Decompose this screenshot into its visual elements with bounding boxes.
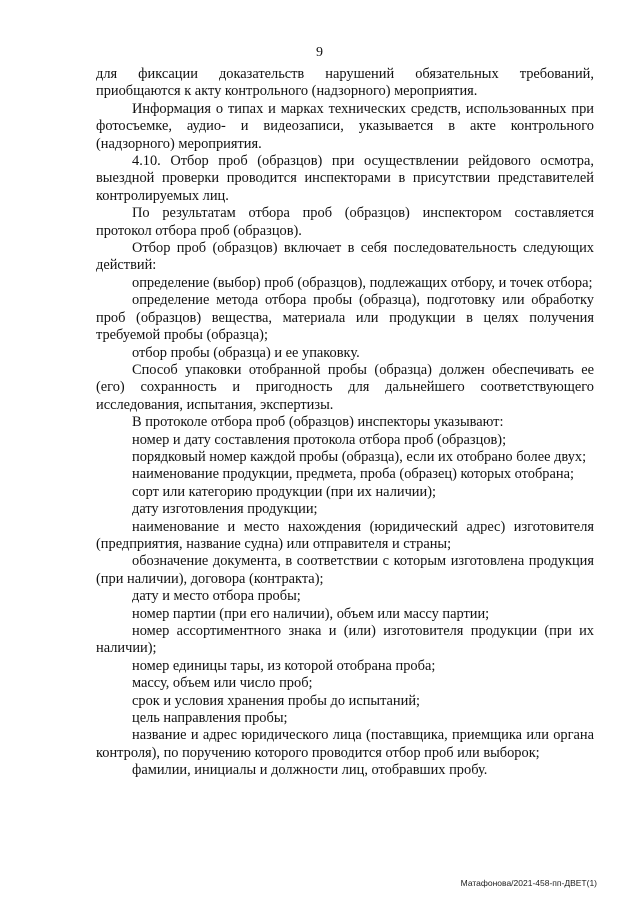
list-item: наименование продукции, предмета, проба (образец) которых отобрана;: [132, 466, 574, 483]
list-item: определение метода отбора пробы (образца), подготовку или обработку проб (образцов) вещества, материала или продукции в целях получения требуемой пробы (образца);: [96, 292, 594, 344]
list-item: название и адрес юридического лица (поставщика, приемщика или органа контроля), по поручению которого проводится отбор проб или выборок;: [96, 727, 594, 761]
list-item: порядковый номер каждой пробы (образца), если их отобрано более двух;: [132, 448, 587, 465]
paragraph: Информация о типах и марках технических средств, использованных при фотосъемке, аудио- и видеозаписи, указывается в акте контрольного (надзорного) мероприятия.: [96, 100, 594, 152]
paragraph: Способ упаковки отобранной пробы (образца) должен обеспечивать ее (его) сохранность и пригодность для дальнейшего соответствующего исследования, испытания, экспертизы.: [96, 361, 594, 413]
list-item: дату и место отбора пробы;: [132, 588, 301, 605]
list-item: определение (выбор) проб (образцов), подлежащих отбору, и точек отбора;: [132, 274, 593, 291]
list-item: номер единицы тары, из которой отобрана проба;: [132, 657, 436, 674]
list-item: обозначение документа, в соответствии с которым изготовлена продукция (при наличии), договора (контракта);: [96, 553, 594, 587]
paragraph-continuation: для фиксации доказательств нарушений обязательных требований, приобщаются к акту контрольного (надзорного) мероприятия.: [96, 66, 594, 100]
paragraph-section-4-10: 4.10. Отбор проб (образцов) при осуществлении рейдового осмотра, выездной проверки проводится инспекторами в присутствии представителей контролируемых лиц.: [96, 153, 594, 204]
list-item: отбор пробы (образца) и ее упаковку.: [132, 344, 360, 361]
list-item: номер ассортиментного знака и (или) изготовителя продукции (при их наличии);: [96, 623, 594, 657]
list-item: номер и дату составления протокола отбора проб (образцов);: [132, 431, 507, 448]
page-number: 9: [316, 45, 323, 60]
paragraph: По результатам отбора проб (образцов) инспектором составляется протокол отбора проб (образцов).: [96, 205, 594, 239]
list-item: цель направления пробы;: [132, 710, 288, 727]
list-item: дату изготовления продукции;: [132, 501, 318, 518]
list-item: номер партии (при его наличии), объем или массу партии;: [132, 605, 490, 622]
footer-document-code: Матафонова/2021-458-пп-ДВЕТ(1): [460, 878, 597, 888]
list-item: наименование и место нахождения (юридический адрес) изготовителя (предприятия, название судна) или отправителя и страны;: [96, 518, 594, 552]
paragraph: В протоколе отбора проб (образцов) инспекторы указывают:: [132, 414, 504, 431]
body-text: [96, 66, 594, 780]
list-item: срок и условия хранения пробы до испытаний;: [132, 692, 421, 709]
list-item: массу, объем или число проб;: [132, 675, 313, 692]
list-item: фамилии, инициалы и должности лиц, отобравших пробу.: [132, 762, 488, 779]
paragraph: Отбор проб (образцов) включает в себя последовательность следующих действий:: [96, 240, 594, 274]
list-item: сорт или категорию продукции (при их наличии);: [132, 483, 437, 500]
